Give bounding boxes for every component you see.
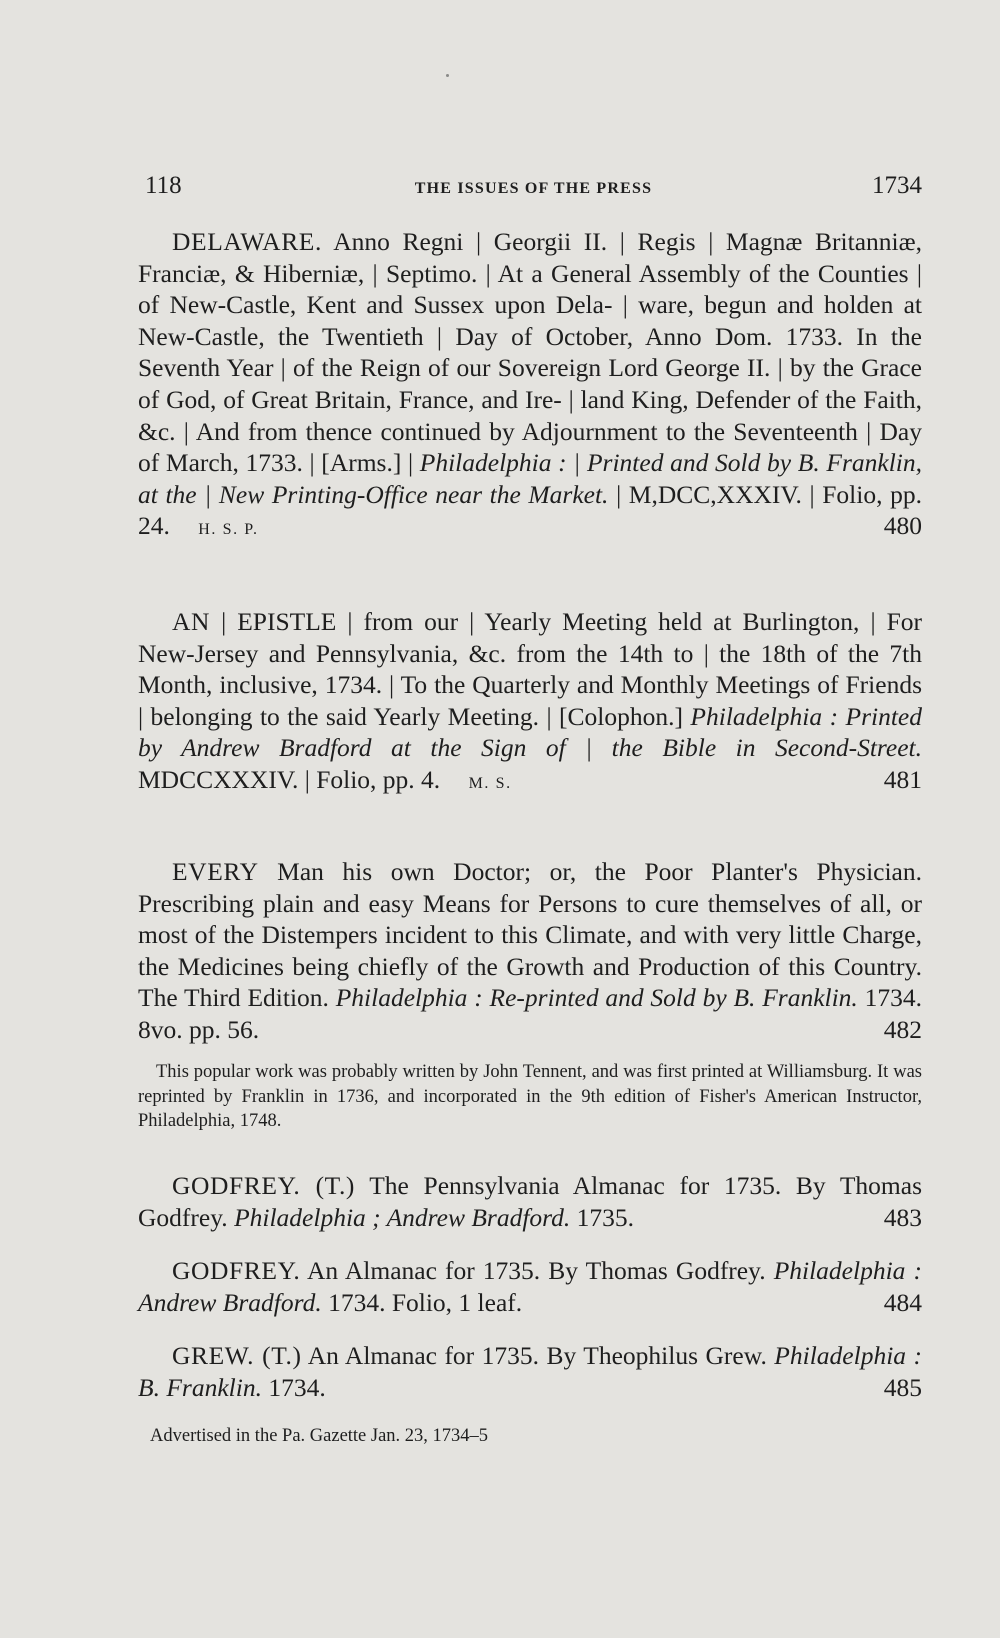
entry-imprint: Philadelphia : Printed by Andrew Bradford at the Sign of | the Bible in Second-Street. [138,701,922,763]
entry-485 [138,1340,922,1403]
entry-483 [138,1170,922,1233]
entry-number: 484 [883,1287,922,1317]
page-header [145,172,922,206]
entry-author: DELAWARE. [172,227,322,256]
entry-author: GODFREY. (T.) [172,1171,356,1200]
entry-481 [138,606,922,800]
entry-author: EVERY [172,857,259,886]
entry-text-tail: 1734. Folio, 1 leaf. [321,1287,523,1317]
entry-number: 482 [883,1014,922,1044]
entry-text-tail: 1735. [570,1202,635,1232]
entry-text-tail: MDCCXXXIV. | Folio, pp. 4. [138,764,441,794]
page-number: 118 [145,172,182,199]
entry-text: An Almanac for 1735. By Theophilus Grew. [307,1341,775,1370]
entry-number: 485 [883,1372,922,1402]
entry-482 [138,856,922,1046]
note-advertised: Advertised in the Pa. Gazette Jan. 23, 1734–5 [150,1426,489,1446]
entry-imprint: Philadelphia : Andrew Bradford. [138,1256,923,1317]
entry-484 [138,1255,922,1318]
entry-number: 483 [883,1202,922,1232]
entry-text: Man his own Doctor; or, the Poor Planter's Physician. Prescribing plain and easy Means for Persons to cure themselves of all, or most of the Distempers incident to this Climate, and with very little Charge, the Medicines being chiefly of the Growth and Production of this Country. The Third Edition. [138,857,923,1013]
print-speck [446,74,449,77]
entry-imprint: Philadelphia : B. Franklin. [138,1341,922,1402]
entry-author: GREW. (T.) [172,1341,302,1370]
running-title: THE ISSUES OF THE PRESS [414,180,653,197]
entry-text: Anno Regni | Georgii II. | Regis | Magnæ Britanniæ, Franciæ, & Hiberniæ, | Septimo. | At a General Assembly of the Counties | of New-Castle, Kent and Sussex upon Dela- | ware, begun and holden at New-Castle, the Twentieth | Day of October, Anno Dom. 1733. In the Seventh Year | of the Reign of our Sovereign Lord George II. | by the Grace of God, of Great Britain, France, and Ire- | land King, Defender of the Faith, &c. | And from thence continued by Adjournment to the Seventeenth | Day of March, 1733. | [Arms.] | [138,227,922,478]
entry-text-tail: | M,DCC,XXXIV. | Folio, pp. 24. [138,479,922,541]
entry-imprint: Philadelphia : | Printed and Sold by B. Franklin, at the | New Printing-Office near the Market. [138,448,922,509]
entry-number: 480 [883,511,922,541]
entry-imprint: Philadelphia ; Andrew Bradford. [234,1202,571,1232]
header-year: 1734 [872,172,922,199]
entry-text-tail: 1734. [261,1372,326,1402]
entry-text: | EPISTLE | from our | Yearly Meeting held at Burlington, | For New-Jersey and Pennsylvania, &c. from the 14th to | the 18th of the 7th Month, inclusive, 1734. | To the Quarterly and Monthly Meetings of Friends | belonging to the said Yearly Meeting. | [Colophon.] [138,607,923,731]
entry-location: M. S. [468,774,512,792]
entry-text: An Almanac for 1735. By Thomas Godfrey. [307,1256,774,1285]
entry-author: GODFREY. [172,1256,301,1285]
note-popular-work: This popular work was probably written by John Tennent, and was first printed at Williamsburg. It was reprinted by Franklin in 1736, and incorporated in the 9th edition of Fisher's American Instructor, Philadelphia, 1748. [138,1062,922,1131]
entry-number: 481 [883,764,922,794]
entry-location: H. S. P. [198,521,259,539]
entry-480 [138,226,922,546]
entry-imprint: Philadelphia : Re-printed and Sold by B. Franklin. [335,983,858,1013]
entry-author: AN [172,607,211,636]
entry-text-tail: 1734. 8vo. pp. 56. [138,983,922,1044]
entry-text: The Pennsylvania Almanac for 1735. By Thomas Godfrey. [138,1171,922,1232]
